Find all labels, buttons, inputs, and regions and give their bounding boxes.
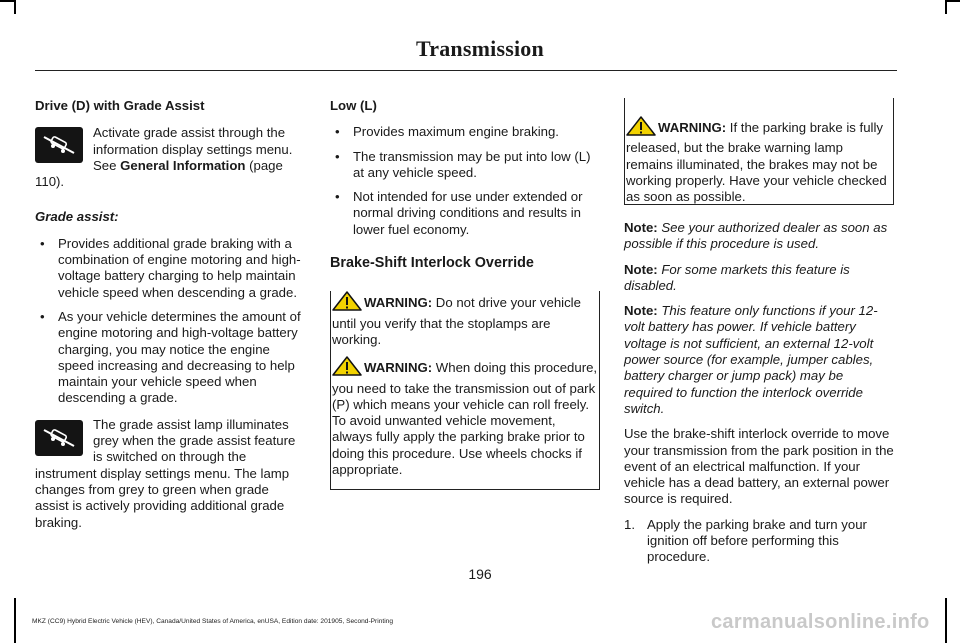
crop-mark (945, 598, 947, 643)
section-heading-low: Low (L) (330, 98, 377, 113)
section-heading-drive: Drive (D) with Grade Assist (35, 98, 205, 113)
warning-triangle-icon (626, 116, 656, 140)
crop-mark (0, 0, 14, 2)
header-rule (35, 70, 897, 71)
warning-text: When doing this procedure, you need to take the transmission out of park (P) which means your vehicle can roll freely. To avoid unwanted vehicle movement, always fully apply the parking brake prior to doing this procedure. Use wheels chocks if appropriate. (332, 360, 598, 478)
crop-mark (14, 0, 16, 14)
body-paragraph: Use the brake-shift interlock override to move your transmission from the park position in the event of an electrical malfunction. If your vehicle has a dead battery, an external power source is required. (624, 426, 894, 507)
note-label: Note: (624, 220, 658, 235)
grade-assist-list (35, 236, 306, 407)
warning-label: WARNING: (658, 120, 727, 135)
warning-1 (332, 291, 598, 348)
grade-assist-lamp-icon (35, 420, 83, 456)
general-information-link[interactable]: General Information (120, 157, 246, 173)
note-label: Note: (624, 303, 658, 319)
right-column (624, 98, 894, 566)
warning-triangle-icon (332, 356, 362, 380)
step-number: 1. (624, 516, 635, 532)
warning-2 (332, 356, 598, 478)
step-text: Apply the parking brake and turn your ignition off before performing this procedure. (647, 516, 867, 565)
warning-box (624, 98, 894, 205)
warning-triangle-icon (332, 291, 362, 315)
lamp-text: The grade assist lamp illuminates grey when the grade assist feature is switched on through the instrument display settings menu. The lamp changes from grey to green when grade assist is actively providing additional grade braking. (35, 416, 296, 530)
warning-label: WARNING: (364, 360, 433, 376)
intro-text: Activate grade assist through the information display settings menu. See (93, 125, 293, 173)
list-item: • The transmission may be put into low (L) at any vehicle speed. (330, 149, 600, 182)
warning-3 (626, 116, 892, 205)
warning-text: Do not drive your vehicle until you verify that the stoplamps are working. (332, 295, 581, 347)
grade-assist-subheading: Grade assist: (35, 209, 119, 225)
note-3 (624, 303, 894, 417)
crop-mark (14, 598, 16, 643)
note-2 (624, 262, 894, 295)
left-column (35, 98, 306, 531)
warning-text: If the parking brake is fully released, but the brake warning lamp remains illuminated, the brakes may not be working properly. Have your vehicle checked as soon as possible. (626, 120, 887, 205)
list-item (624, 517, 894, 566)
grade-assist-icon (35, 127, 83, 163)
intro-page-ref: (page 110). (35, 157, 283, 190)
middle-column (330, 98, 600, 490)
page-number: 196 (468, 566, 492, 582)
crop-mark (946, 0, 960, 2)
warning-label: WARNING: (364, 295, 433, 311)
list-item: • As your vehicle determines the amount of engine motoring and high-voltage battery charging, you may notice the engine speed increasing and decreasing to help maintain your vehicle speed when descending a grade. (35, 309, 306, 407)
note-text: For some markets this feature is disabled. (624, 261, 850, 293)
grade-assist-intro (35, 125, 306, 190)
note-label: Note: (624, 261, 658, 277)
warning-box (330, 291, 600, 490)
list-item: • Provides maximum engine braking. (330, 124, 600, 140)
grade-assist-lamp-paragraph (35, 417, 306, 531)
note-text: See your authorized dealer as soon as possible if this procedure is used. (624, 220, 888, 252)
crop-mark (945, 0, 947, 14)
watermark: carmanualsonline.info (711, 611, 930, 633)
list-item: • Provides additional grade braking with a combination of engine motoring and high-voltage battery charging to help maintain vehicle speed when descending a grade. (35, 236, 306, 301)
note-1 (624, 220, 894, 253)
footer-text: MKZ (CC9) Hybrid Electric Vehicle (HEV), Canada/United States of America, enUSA, Edition date: 201905, Second-Printing (32, 618, 393, 625)
low-gear-list (330, 124, 600, 238)
procedure-steps (624, 517, 894, 566)
section-heading-interlock: Brake-Shift Interlock Override (330, 255, 534, 272)
note-text: This feature only functions if your 12-volt battery has power. If vehicle battery voltage is not sufficient, an external 12-volt power source (for example, jumper cables, battery charger or jump pack) may be required to function the interlock override switch. (624, 303, 878, 416)
page-title: Transmission (416, 36, 544, 61)
list-item: • Not intended for use under extended or normal driving conditions and results in lower fuel economy. (330, 189, 600, 238)
